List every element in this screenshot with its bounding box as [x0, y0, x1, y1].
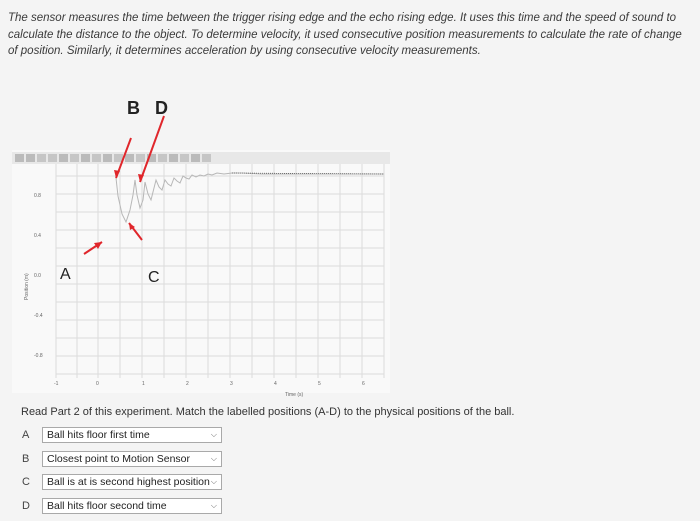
toolbar-icon[interactable]	[169, 154, 178, 162]
y-tick: 0.4	[34, 233, 41, 239]
match-select-b[interactable]	[42, 451, 222, 467]
annotation-arrows	[84, 116, 164, 254]
toolbar-icon[interactable]	[202, 154, 211, 162]
toolbar-icon[interactable]	[37, 154, 46, 162]
toolbar-icon[interactable]	[70, 154, 79, 162]
label-d: D	[155, 98, 168, 118]
match-select-d[interactable]	[42, 498, 222, 514]
match-select-a[interactable]	[42, 427, 222, 443]
row-letter: C	[22, 476, 30, 488]
row-letter: B	[22, 453, 30, 465]
label-a: A	[60, 266, 71, 283]
x-tick: 3	[230, 381, 233, 387]
row-letter: A	[22, 429, 30, 441]
x-tick: 1	[142, 381, 145, 387]
chevron-down-icon: ⌵	[210, 454, 217, 463]
x-tick: 2	[186, 381, 189, 387]
selected-value: Ball hits floor first time	[47, 429, 150, 441]
x-tick: 5	[318, 381, 321, 387]
y-tick: 0.8	[34, 193, 41, 199]
x-tick: 4	[274, 381, 277, 387]
toolbar-icon[interactable]	[180, 154, 189, 162]
row-letter: D	[22, 500, 30, 512]
match-row-b	[22, 450, 222, 468]
match-row-d	[22, 497, 222, 515]
toolbar-icon[interactable]	[103, 154, 112, 162]
graph-toolbar	[12, 152, 390, 164]
selected-value: Ball hits floor second time	[47, 500, 167, 512]
toolbar-icon[interactable]	[158, 154, 167, 162]
label-b: B	[127, 98, 140, 118]
toolbar-icon[interactable]	[15, 154, 24, 162]
toolbar-icon[interactable]	[26, 154, 35, 162]
toolbar-icon[interactable]	[81, 154, 90, 162]
x-tick: 6	[362, 381, 365, 387]
y-axis-title: Position (m)	[24, 273, 30, 300]
label-c: C	[148, 269, 160, 286]
x-axis-title: Time (s)	[285, 392, 304, 398]
toolbar-icon[interactable]	[48, 154, 57, 162]
y-tick: -0.4	[34, 313, 43, 319]
position-trace	[116, 173, 384, 222]
toolbar-icon[interactable]	[92, 154, 101, 162]
toolbar-icon[interactable]	[136, 154, 145, 162]
instructions-text: The sensor measures the time between the trigger rising edge and the echo rising edge. It uses this time and the speed of sound to calculate the distance to the object. To determine velocity, it used consecutive position measurements to calculate the rate of change of position. Similarly, it determines acceleration by using consecutive velocity measurements.	[8, 12, 682, 57]
x-tick: 0	[96, 381, 99, 387]
grid	[56, 164, 384, 378]
selected-value: Ball is at is second highest position	[47, 476, 210, 488]
chevron-down-icon: ⌵	[210, 477, 217, 486]
match-select-c[interactable]	[42, 474, 222, 490]
toolbar-icon[interactable]	[191, 154, 200, 162]
y-tick: -0.8	[34, 353, 43, 359]
match-row-a	[22, 426, 222, 444]
toolbar-icon[interactable]	[125, 154, 134, 162]
match-row-c	[22, 473, 222, 491]
x-tick: -1	[54, 381, 59, 387]
position-time-graph	[12, 150, 390, 398]
selected-value: Closest point to Motion Sensor	[47, 453, 190, 465]
question-prompt: Read Part 2 of this experiment. Match the labelled positions (A-D) to the physical positions of the ball.	[21, 406, 515, 418]
y-tick: 0.0	[34, 273, 41, 279]
chevron-down-icon: ⌵	[210, 430, 217, 439]
toolbar-icon[interactable]	[59, 154, 68, 162]
chevron-down-icon: ⌵	[210, 501, 217, 510]
